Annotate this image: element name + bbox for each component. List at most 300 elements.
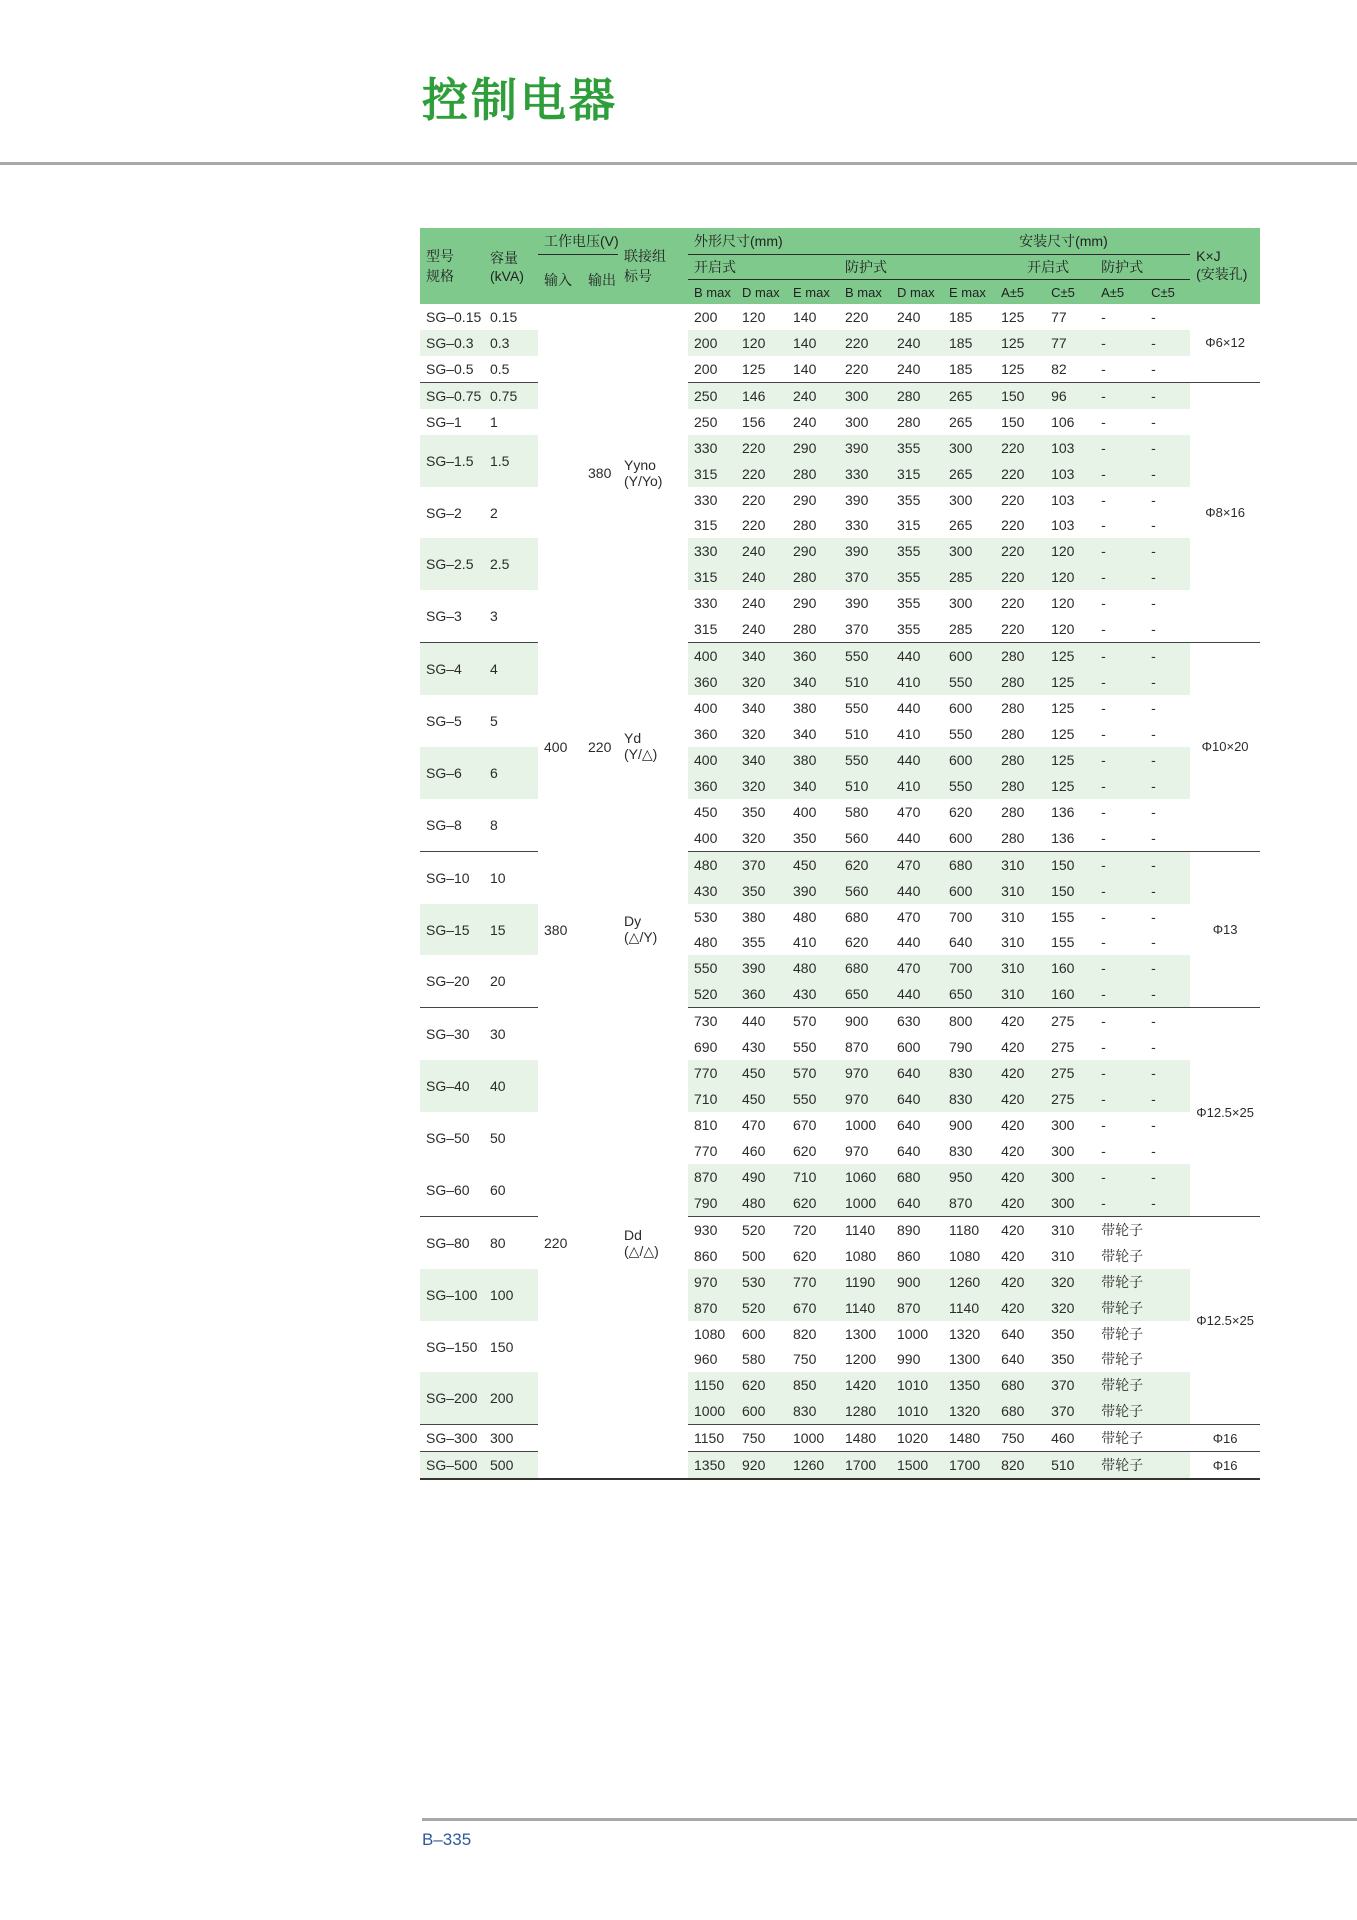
value-cell: 730 bbox=[688, 1008, 736, 1034]
value-cell: - bbox=[1145, 1086, 1190, 1112]
value-cell: 240 bbox=[897, 308, 921, 325]
value-cell: 870 bbox=[845, 1039, 869, 1056]
value-cell: 420 bbox=[995, 1216, 1045, 1242]
value-cell: 280 bbox=[1001, 803, 1025, 820]
value-cell: - bbox=[1151, 621, 1156, 638]
value-cell: 680 bbox=[839, 955, 891, 981]
value-cell: 220 bbox=[1001, 517, 1025, 534]
value-cell: 320 bbox=[1045, 1295, 1095, 1321]
value-cell: 220 bbox=[742, 491, 766, 508]
voltage-output-cell: 380 bbox=[588, 465, 612, 482]
value-cell: 240 bbox=[891, 330, 943, 356]
capacity-cell: 40 bbox=[484, 1060, 538, 1112]
value-cell: 280 bbox=[897, 413, 921, 430]
value-cell: 350 bbox=[742, 803, 766, 820]
value-cell: 830 bbox=[787, 1398, 839, 1424]
value-cell: 600 bbox=[943, 747, 995, 773]
value-cell: 280 bbox=[1001, 829, 1025, 846]
value-cell: 410 bbox=[897, 725, 921, 742]
value-cell: 420 bbox=[995, 1060, 1045, 1086]
value-cell: 390 bbox=[845, 491, 869, 508]
value-cell: 1300 bbox=[845, 1325, 877, 1342]
value-cell: 360 bbox=[694, 725, 718, 742]
value-cell: 280 bbox=[1001, 725, 1025, 742]
value-cell: 带轮子 bbox=[1095, 1269, 1145, 1295]
value-cell: 510 bbox=[845, 725, 869, 742]
value-cell: 420 bbox=[995, 1269, 1045, 1295]
value-cell: - bbox=[1101, 595, 1106, 612]
group-cell bbox=[618, 851, 688, 1008]
value-cell: - bbox=[1145, 981, 1190, 1007]
value-cell: 77 bbox=[1045, 330, 1095, 356]
value-cell: 355 bbox=[897, 621, 921, 638]
value-cell: 125 bbox=[1045, 773, 1095, 799]
value-cell: 355 bbox=[742, 934, 766, 951]
value-cell: 370 bbox=[839, 564, 891, 590]
value-cell: 200 bbox=[694, 308, 718, 325]
capacity-cell: 15 bbox=[484, 904, 538, 956]
value-cell: 410 bbox=[793, 934, 817, 951]
value-cell: 150 bbox=[995, 382, 1045, 408]
value-cell: - bbox=[1151, 491, 1156, 508]
value-cell: 620 bbox=[787, 1190, 839, 1216]
value-cell: 300 bbox=[839, 382, 891, 408]
value-cell: 520 bbox=[736, 1295, 787, 1321]
value-cell: 275 bbox=[1045, 1008, 1095, 1034]
value-cell: 1350 bbox=[943, 1372, 995, 1398]
value-cell: 1000 bbox=[688, 1398, 736, 1424]
value-cell: 850 bbox=[787, 1372, 839, 1398]
value-cell: 250 bbox=[688, 382, 736, 408]
value-cell: 510 bbox=[839, 773, 891, 799]
value-cell: 510 bbox=[1045, 1452, 1095, 1479]
value-cell: 600 bbox=[949, 700, 973, 717]
group-cell bbox=[618, 643, 688, 852]
value-cell: 470 bbox=[891, 955, 943, 981]
value-cell: 400 bbox=[688, 643, 736, 669]
value-cell: 550 bbox=[839, 747, 891, 773]
value-cell bbox=[1145, 1216, 1190, 1242]
value-cell: 900 bbox=[839, 1008, 891, 1034]
value-cell: 103 bbox=[1045, 435, 1095, 461]
mount-hole-cell: Φ8×16 bbox=[1190, 382, 1260, 642]
value-cell: - bbox=[1151, 1142, 1156, 1159]
value-cell: 450 bbox=[736, 1086, 787, 1112]
value-cell: 300 bbox=[943, 435, 995, 461]
value-cell: - bbox=[1151, 908, 1156, 925]
capacity-cell: 0.3 bbox=[484, 330, 538, 356]
value-cell: 77 bbox=[1051, 308, 1067, 325]
value-cell: 280 bbox=[995, 747, 1045, 773]
capacity-cell: 100 bbox=[484, 1269, 538, 1321]
value-cell: 360 bbox=[787, 643, 839, 669]
value-cell: 185 bbox=[949, 308, 973, 325]
page-number: B–335 bbox=[422, 1830, 472, 1849]
value-cell: 125 bbox=[995, 330, 1045, 356]
capacity-cell: 0.15 bbox=[490, 308, 518, 325]
value-cell: 280 bbox=[891, 382, 943, 408]
value-cell: 670 bbox=[787, 1295, 839, 1321]
value-cell: 550 bbox=[943, 773, 995, 799]
value-cell: 890 bbox=[891, 1216, 943, 1242]
value-cell: - bbox=[1145, 461, 1190, 487]
value-cell bbox=[1145, 1295, 1190, 1321]
value-cell: 146 bbox=[736, 382, 787, 408]
header-outline-open: 开启式 bbox=[688, 255, 839, 280]
group-code: Yd bbox=[624, 730, 642, 747]
value-cell: 1080 bbox=[949, 1247, 981, 1264]
value-cell: - bbox=[1145, 878, 1190, 904]
value-cell: - bbox=[1151, 803, 1156, 820]
value-cell: 750 bbox=[736, 1425, 787, 1452]
value-cell: 290 bbox=[787, 435, 839, 461]
header-kj: K×J (安装孔) bbox=[1190, 228, 1260, 304]
value-cell: 600 bbox=[943, 643, 995, 669]
value-cell: 640 bbox=[891, 1190, 943, 1216]
value-cell: 355 bbox=[891, 538, 943, 564]
value-cell: 520 bbox=[688, 981, 736, 1007]
model-cell: SG–6 bbox=[420, 747, 484, 799]
value-cell: 430 bbox=[688, 878, 736, 904]
value-cell: 1060 bbox=[839, 1164, 891, 1190]
value-cell: - bbox=[1101, 908, 1106, 925]
value-cell: 400 bbox=[694, 829, 718, 846]
value-cell: 340 bbox=[736, 643, 787, 669]
model-cell: SG–0.5 bbox=[426, 360, 474, 377]
model-cell: SG–30 bbox=[420, 1008, 484, 1060]
value-cell: 带轮子 bbox=[1095, 1295, 1145, 1321]
group-code: Yyno bbox=[624, 457, 656, 474]
value-cell: 310 bbox=[995, 878, 1045, 904]
value-cell: 390 bbox=[839, 435, 891, 461]
value-cell: 1320 bbox=[943, 1398, 995, 1424]
mount-hole-cell: Φ12.5×25 bbox=[1190, 1008, 1260, 1217]
value-cell: 440 bbox=[891, 981, 943, 1007]
value-cell: 460 bbox=[1045, 1425, 1095, 1452]
value-cell: 830 bbox=[949, 1142, 973, 1159]
value-cell: 140 bbox=[793, 308, 817, 325]
value-cell: 136 bbox=[1051, 829, 1075, 846]
value-cell: 320 bbox=[736, 669, 787, 695]
value-cell: 300 bbox=[1051, 1142, 1075, 1159]
value-cell: 570 bbox=[787, 1060, 839, 1086]
value-cell: 870 bbox=[688, 1164, 736, 1190]
value-cell: 450 bbox=[787, 851, 839, 877]
value-cell: 315 bbox=[897, 517, 921, 534]
mount-hole-cell: Φ10×20 bbox=[1190, 643, 1260, 852]
value-cell: 470 bbox=[742, 1117, 766, 1134]
group-symbol: (△/Y) bbox=[624, 929, 658, 945]
mount-hole-cell: Φ16 bbox=[1190, 1452, 1260, 1479]
value-cell: 970 bbox=[839, 1086, 891, 1112]
value-cell: - bbox=[1101, 1117, 1106, 1134]
capacity-cell: 4 bbox=[484, 643, 538, 695]
mount-hole-cell: Φ6×12 bbox=[1205, 335, 1245, 351]
value-cell: 1150 bbox=[688, 1372, 736, 1398]
value-cell: 120 bbox=[736, 330, 787, 356]
value-cell: 960 bbox=[694, 1351, 718, 1368]
capacity-cell: 2.5 bbox=[484, 538, 538, 590]
value-cell: 120 bbox=[742, 308, 766, 325]
value-cell: 500 bbox=[742, 1247, 766, 1264]
col-header: A±5 bbox=[1095, 280, 1145, 305]
page-title: 控制电器 bbox=[422, 73, 618, 127]
value-cell: 315 bbox=[891, 461, 943, 487]
value-cell: 640 bbox=[891, 1086, 943, 1112]
value-cell: 280 bbox=[787, 564, 839, 590]
col-header: B max bbox=[839, 280, 891, 305]
value-cell: 290 bbox=[793, 595, 817, 612]
value-cell: 640 bbox=[891, 1060, 943, 1086]
value-cell: 420 bbox=[995, 1008, 1045, 1034]
value-cell: - bbox=[1101, 829, 1106, 846]
value-cell bbox=[1145, 1372, 1190, 1398]
value-cell: 310 bbox=[995, 955, 1045, 981]
bottom-rule bbox=[422, 1818, 1357, 1821]
value-cell: 315 bbox=[694, 621, 718, 638]
value-cell: 带轮子 bbox=[1095, 1452, 1145, 1479]
value-cell: 440 bbox=[891, 643, 943, 669]
value-cell: 350 bbox=[793, 829, 817, 846]
value-cell: 285 bbox=[949, 621, 973, 638]
value-cell: - bbox=[1095, 643, 1145, 669]
value-cell: 550 bbox=[787, 1086, 839, 1112]
model-cell: SG–1.5 bbox=[420, 435, 484, 487]
group-code: Dy bbox=[624, 913, 642, 929]
value-cell: - bbox=[1095, 435, 1145, 461]
value-cell: - bbox=[1095, 981, 1145, 1007]
value-cell: 620 bbox=[736, 1372, 787, 1398]
model-cell: SG–15 bbox=[420, 904, 484, 956]
value-cell: 860 bbox=[694, 1247, 718, 1264]
value-cell: 220 bbox=[736, 461, 787, 487]
value-cell bbox=[1145, 1321, 1190, 1347]
capacity-cell: 50 bbox=[490, 1130, 506, 1146]
value-cell: 1260 bbox=[787, 1452, 839, 1479]
value-cell: 450 bbox=[694, 803, 718, 820]
value-cell: 1700 bbox=[839, 1452, 891, 1479]
value-cell: 370 bbox=[736, 851, 787, 877]
value-cell: 220 bbox=[995, 461, 1045, 487]
value-cell: 82 bbox=[1051, 360, 1067, 377]
header-outline-protect: 防护式 bbox=[839, 255, 995, 280]
col-header: B max bbox=[688, 280, 736, 305]
value-cell: 600 bbox=[736, 1398, 787, 1424]
value-cell: - bbox=[1101, 934, 1106, 951]
value-cell: 220 bbox=[736, 435, 787, 461]
value-cell: 355 bbox=[897, 595, 921, 612]
value-cell: 310 bbox=[995, 851, 1045, 877]
value-cell: 1350 bbox=[688, 1452, 736, 1479]
value-cell: 330 bbox=[839, 461, 891, 487]
model-cell: SG–3 bbox=[426, 608, 462, 625]
value-cell: 650 bbox=[943, 981, 995, 1007]
value-cell: 700 bbox=[943, 955, 995, 981]
value-cell: - bbox=[1145, 1164, 1190, 1190]
table-row bbox=[420, 1008, 1260, 1034]
value-cell: - bbox=[1151, 308, 1156, 325]
capacity-cell: 80 bbox=[484, 1216, 538, 1268]
value-cell: 950 bbox=[943, 1164, 995, 1190]
model-cell: SG–300 bbox=[420, 1425, 484, 1452]
value-cell: 106 bbox=[1051, 413, 1075, 430]
value-cell: 1140 bbox=[839, 1295, 891, 1321]
value-cell: 330 bbox=[694, 595, 718, 612]
value-cell: - bbox=[1095, 878, 1145, 904]
value-cell: - bbox=[1095, 1164, 1145, 1190]
value-cell: - bbox=[1145, 955, 1190, 981]
value-cell: 120 bbox=[1045, 564, 1095, 590]
value-cell: 700 bbox=[949, 908, 973, 925]
value-cell: 640 bbox=[1001, 1325, 1025, 1342]
value-cell: 200 bbox=[688, 330, 736, 356]
value-cell: - bbox=[1095, 1008, 1145, 1034]
value-cell: 155 bbox=[1051, 934, 1075, 951]
value-cell: 185 bbox=[949, 360, 973, 377]
value-cell: 300 bbox=[943, 538, 995, 564]
value-cell: - bbox=[1101, 700, 1106, 717]
group-symbol: (Y/Yo) bbox=[624, 473, 663, 490]
value-cell: 380 bbox=[787, 747, 839, 773]
value-cell: 420 bbox=[1001, 1117, 1025, 1134]
capacity-cell: 6 bbox=[484, 747, 538, 799]
value-cell: 350 bbox=[1051, 1325, 1075, 1342]
voltage-input-cell: 400 bbox=[544, 738, 568, 755]
col-header: A±5 bbox=[995, 280, 1045, 305]
value-cell: 240 bbox=[787, 382, 839, 408]
model-cell: SG–60 bbox=[426, 1181, 470, 1198]
spec-table bbox=[420, 228, 1260, 1480]
value-cell: 470 bbox=[891, 851, 943, 877]
value-cell: 640 bbox=[949, 934, 973, 951]
value-cell: - bbox=[1145, 643, 1190, 669]
value-cell: - bbox=[1095, 669, 1145, 695]
value-cell: 1080 bbox=[694, 1325, 726, 1342]
value-cell: 120 bbox=[1051, 595, 1075, 612]
value-cell: - bbox=[1151, 829, 1156, 846]
value-cell: 420 bbox=[1001, 1142, 1025, 1159]
model-cell: SG–8 bbox=[426, 816, 462, 833]
value-cell: 185 bbox=[943, 330, 995, 356]
header-model: 型号 规格 bbox=[420, 228, 484, 304]
value-cell: 310 bbox=[1045, 1216, 1095, 1242]
value-cell: 340 bbox=[787, 669, 839, 695]
value-cell: 680 bbox=[891, 1164, 943, 1190]
value-cell: 285 bbox=[943, 564, 995, 590]
col-header: E max bbox=[943, 280, 995, 305]
value-cell: 350 bbox=[1051, 1351, 1075, 1368]
value-cell: 440 bbox=[891, 747, 943, 773]
capacity-cell: 20 bbox=[490, 973, 506, 990]
model-cell: SG–40 bbox=[420, 1060, 484, 1112]
value-cell: 315 bbox=[688, 461, 736, 487]
value-cell: 220 bbox=[845, 360, 869, 377]
value-cell: 1010 bbox=[891, 1372, 943, 1398]
value-cell bbox=[1145, 1425, 1190, 1452]
value-cell: 860 bbox=[897, 1247, 921, 1264]
value-cell: 360 bbox=[688, 669, 736, 695]
value-cell: 150 bbox=[1045, 878, 1095, 904]
value-cell: 1180 bbox=[943, 1216, 995, 1242]
col-header: C±5 bbox=[1045, 280, 1095, 305]
value-cell: 380 bbox=[742, 908, 766, 925]
header-mount: 安装尺寸(mm) bbox=[995, 228, 1190, 255]
model-cell: SG–5 bbox=[426, 713, 462, 729]
capacity-cell: 60 bbox=[490, 1181, 506, 1198]
value-cell: 470 bbox=[897, 803, 921, 820]
value-cell: - bbox=[1101, 621, 1106, 638]
value-cell: 530 bbox=[736, 1269, 787, 1295]
value-cell: 355 bbox=[891, 435, 943, 461]
col-header: D max bbox=[891, 280, 943, 305]
table-row bbox=[420, 643, 1260, 669]
capacity-cell: 1.5 bbox=[484, 435, 538, 487]
value-cell: 125 bbox=[1051, 725, 1075, 742]
value-cell: 1000 bbox=[897, 1325, 929, 1342]
value-cell: - bbox=[1101, 1142, 1106, 1159]
capacity-cell: 10 bbox=[484, 851, 538, 903]
capacity-cell: 1 bbox=[490, 413, 498, 430]
model-cell: SG–0.75 bbox=[420, 382, 484, 408]
value-cell: - bbox=[1101, 725, 1106, 742]
value-cell: 156 bbox=[742, 413, 766, 430]
value-cell: - bbox=[1095, 1190, 1145, 1216]
model-cell: SG–0.15 bbox=[426, 308, 482, 325]
value-cell: - bbox=[1145, 1008, 1190, 1034]
value-cell: - bbox=[1145, 330, 1190, 356]
capacity-cell: 300 bbox=[484, 1425, 538, 1452]
model-cell: SG–150 bbox=[426, 1338, 478, 1355]
model-cell: SG–500 bbox=[420, 1452, 484, 1479]
capacity-cell: 0.5 bbox=[490, 360, 510, 377]
value-cell: 790 bbox=[688, 1190, 736, 1216]
value-cell: 440 bbox=[897, 700, 921, 717]
mount-hole-cell: Φ16 bbox=[1190, 1425, 1260, 1452]
value-cell: - bbox=[1095, 1060, 1145, 1086]
value-cell: - bbox=[1095, 747, 1145, 773]
value-cell: - bbox=[1151, 413, 1156, 430]
value-cell: 280 bbox=[793, 621, 817, 638]
value-cell: 620 bbox=[949, 803, 973, 820]
value-cell: 125 bbox=[1051, 700, 1075, 717]
header-group: 联接组 标号 bbox=[618, 228, 688, 304]
table-body bbox=[420, 304, 1260, 1479]
value-cell: 136 bbox=[1051, 803, 1075, 820]
value-cell: 670 bbox=[793, 1117, 817, 1134]
header-mount-open: 开启式 bbox=[995, 255, 1095, 280]
value-cell: 970 bbox=[845, 1142, 869, 1159]
value-cell: - bbox=[1151, 1117, 1156, 1134]
value-cell: 160 bbox=[1045, 981, 1095, 1007]
value-cell: - bbox=[1095, 564, 1145, 590]
value-cell: 390 bbox=[845, 595, 869, 612]
value-cell: 240 bbox=[736, 564, 787, 590]
value-cell: 600 bbox=[897, 1039, 921, 1056]
capacity-cell: 8 bbox=[490, 816, 498, 833]
model-cell: SG–20 bbox=[426, 973, 470, 990]
value-cell: 690 bbox=[694, 1039, 718, 1056]
group-cell bbox=[618, 1008, 688, 1479]
value-cell: 390 bbox=[839, 538, 891, 564]
value-cell: 330 bbox=[694, 491, 718, 508]
value-cell: 710 bbox=[688, 1086, 736, 1112]
value-cell: 550 bbox=[688, 955, 736, 981]
value-cell: 340 bbox=[787, 773, 839, 799]
value-cell: 1080 bbox=[845, 1247, 877, 1264]
value-cell: 265 bbox=[943, 461, 995, 487]
value-cell: - bbox=[1151, 360, 1156, 377]
table-row bbox=[420, 304, 1260, 330]
